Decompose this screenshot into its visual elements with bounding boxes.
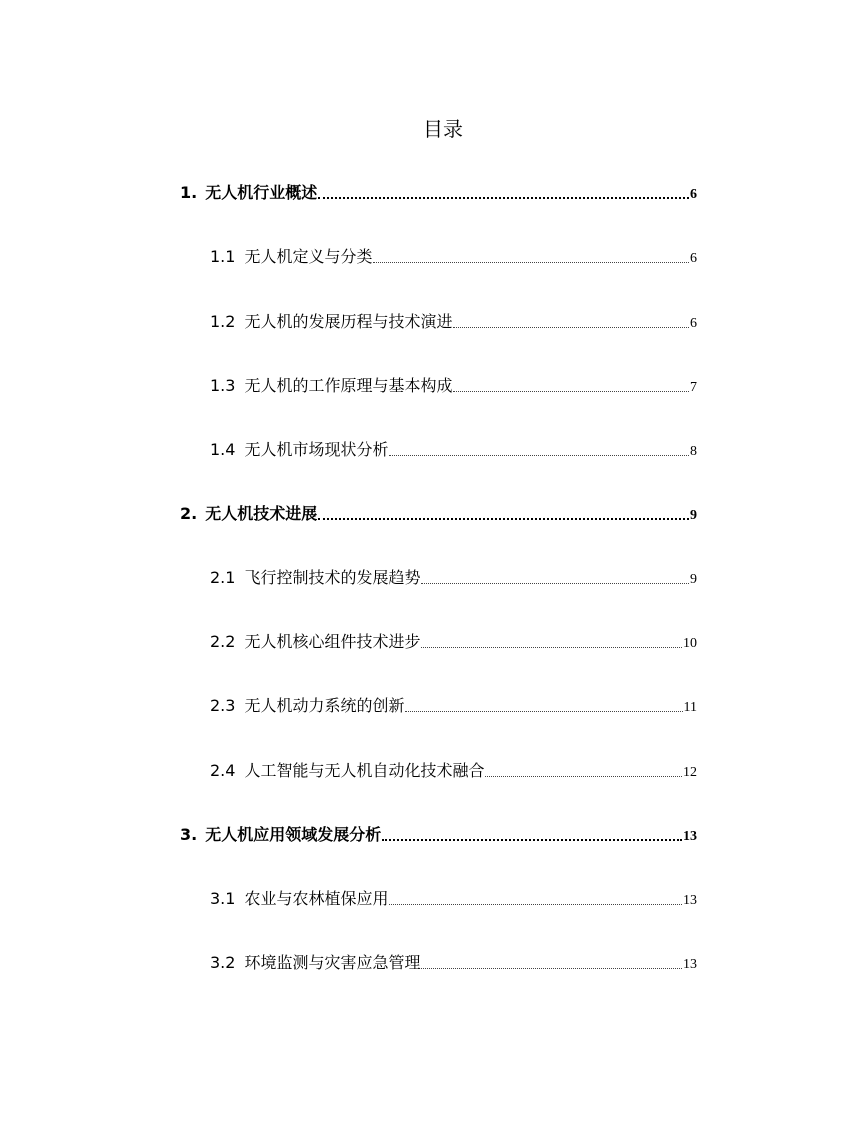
toc-entry-number: 2. xyxy=(180,504,198,523)
toc-entry-3[interactable] xyxy=(180,823,697,847)
toc-entry-1-3[interactable] xyxy=(210,374,697,398)
toc-entry-label: 人工智能与无人机自动化技术融合 xyxy=(244,761,485,780)
toc-page-number: 12 xyxy=(683,765,697,780)
toc-dot-leader xyxy=(318,517,689,520)
toc-page-number: 6 xyxy=(690,187,697,202)
toc-entry-label: 无人机定义与分类 xyxy=(244,247,373,266)
toc-entry-number: 2.4 xyxy=(210,761,236,780)
toc-entry-number: 2.3 xyxy=(210,696,236,715)
toc-entry-label: 无人机技术进展 xyxy=(205,504,318,523)
toc-entry-2-1[interactable] xyxy=(210,566,697,590)
toc-page-number: 6 xyxy=(690,251,697,266)
toc-dot-leader xyxy=(405,710,682,712)
toc-entry-label: 无人机的发展历程与技术演进 xyxy=(244,312,453,331)
toc-dot-leader xyxy=(421,967,682,969)
toc-dot-leader xyxy=(421,582,689,584)
toc-dot-leader xyxy=(421,646,682,648)
toc-entry-label: 飞行控制技术的发展趋势 xyxy=(244,568,421,587)
toc-entry-label: 环境监测与灾害应急管理 xyxy=(244,953,421,972)
toc-page-number: 13 xyxy=(683,829,697,844)
toc-entry-1[interactable] xyxy=(180,181,697,205)
toc-entry-label: 无人机行业概述 xyxy=(205,183,318,202)
toc-entry-1-2[interactable] xyxy=(210,310,697,334)
toc-dot-leader xyxy=(382,838,682,841)
toc-page-number: 9 xyxy=(690,508,697,523)
toc-page-number: 13 xyxy=(683,893,697,908)
toc-page-number: 11 xyxy=(683,700,697,715)
toc-page-number: 8 xyxy=(690,444,697,459)
toc-dot-leader xyxy=(485,775,682,777)
toc-entry-label: 无人机应用领域发展分析 xyxy=(205,825,382,844)
toc-dot-leader xyxy=(389,454,689,456)
toc-entry-1-1[interactable] xyxy=(210,245,697,269)
toc-entry-label: 无人机核心组件技术进步 xyxy=(244,632,421,651)
toc-entry-1-4[interactable] xyxy=(210,438,697,462)
toc-page-number: 6 xyxy=(690,316,697,331)
toc-entry-2-3[interactable] xyxy=(210,694,697,718)
toc-entry-label: 无人机市场现状分析 xyxy=(244,440,389,459)
toc-entry-number: 1.4 xyxy=(210,440,236,459)
toc-entry-number: 3. xyxy=(180,825,198,844)
toc-page-number: 9 xyxy=(690,572,697,587)
toc-dot-leader xyxy=(318,196,689,199)
toc-entry-label: 农业与农林植保应用 xyxy=(244,889,389,908)
toc-entry-2-4[interactable] xyxy=(210,759,697,783)
toc-dot-leader xyxy=(389,903,682,905)
toc-entry-number: 1. xyxy=(180,183,198,202)
toc-page-number: 13 xyxy=(683,957,697,972)
toc-entry-2[interactable] xyxy=(180,502,697,526)
toc-entry-number: 1.3 xyxy=(210,376,236,395)
toc-entry-3-1[interactable] xyxy=(210,887,697,911)
toc-entry-2-2[interactable] xyxy=(210,630,697,654)
toc-entry-number: 2.2 xyxy=(210,632,236,651)
toc-dot-leader xyxy=(453,326,689,328)
toc-entry-3-2[interactable] xyxy=(210,951,697,975)
toc-entry-label: 无人机的工作原理与基本构成 xyxy=(244,376,453,395)
toc-page-number: 7 xyxy=(690,380,697,395)
toc-dot-leader xyxy=(373,261,689,263)
toc-dot-leader xyxy=(453,390,689,392)
toc-entry-number: 2.1 xyxy=(210,568,236,587)
toc-entry-label: 无人机动力系统的创新 xyxy=(244,696,405,715)
toc-entry-number: 1.1 xyxy=(210,247,236,266)
toc-entry-number: 1.2 xyxy=(210,312,236,331)
toc-title: 目录 xyxy=(423,117,463,141)
toc-entry-number: 3.1 xyxy=(210,889,236,908)
toc-page-number: 10 xyxy=(683,636,697,651)
toc-entry-number: 3.2 xyxy=(210,953,236,972)
